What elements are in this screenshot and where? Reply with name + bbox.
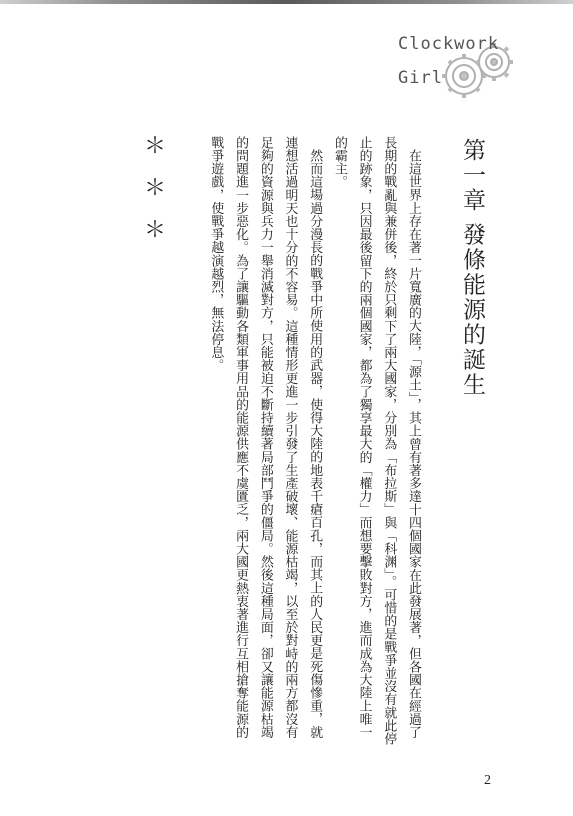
paragraph-1: 在這世界上存在著一片寬廣的大陸，「源土」，其上曾有著多達十四個國家在此發展著，但各國在經過了長期的戰亂與兼併後，終於只剩下了兩大國家，分別為「布拉斯」與「科渊」。可惜的是戰爭並沒有就此停止的跡象，只因最後留下的兩個國家，都為了獨享最大的「權力」而想要擊敗對方，進而成為大陸上唯一的霸主。 [331, 136, 421, 746]
separator-star: ＊ [143, 176, 166, 201]
logo-text-girl: Girl [398, 68, 443, 88]
separator-star: ＊ [143, 218, 166, 243]
chapter-body [203, 136, 425, 748]
paragraph-2: 然而這場過分漫長的戰爭中所使用的武器，使得大陸的地表千瘡百孔，而其上的人民更是死傷慘重，就連想活過明天也十分的不容易。這種情形更進一步引發了生產破壞、能源枯竭，以至於對峙的兩方都沒有足夠的資源與兵力一舉消滅對方，只能被迫不斷持續著局部鬥爭的僵局。然後這種局面，卻又讓能源枯竭的問題進一步惡化。為了讓驅動各類軍事用品的能源供應不虞匱乏，兩大國更熱衷著進行互相搶奪能源的戰爭遊戲，使戰爭越演越烈，無法停息。 [208, 136, 323, 739]
top-border-rule [0, 0, 573, 4]
clockwork-girl-logo [394, 30, 524, 100]
section-separator [140, 136, 170, 262]
chapter-title: 第一章 發條能源的誕生 [459, 138, 485, 398]
separator-star: ＊ [143, 134, 166, 159]
logo-text-clockwork: Clockwork [398, 34, 500, 54]
page-number: 2 [484, 773, 491, 788]
